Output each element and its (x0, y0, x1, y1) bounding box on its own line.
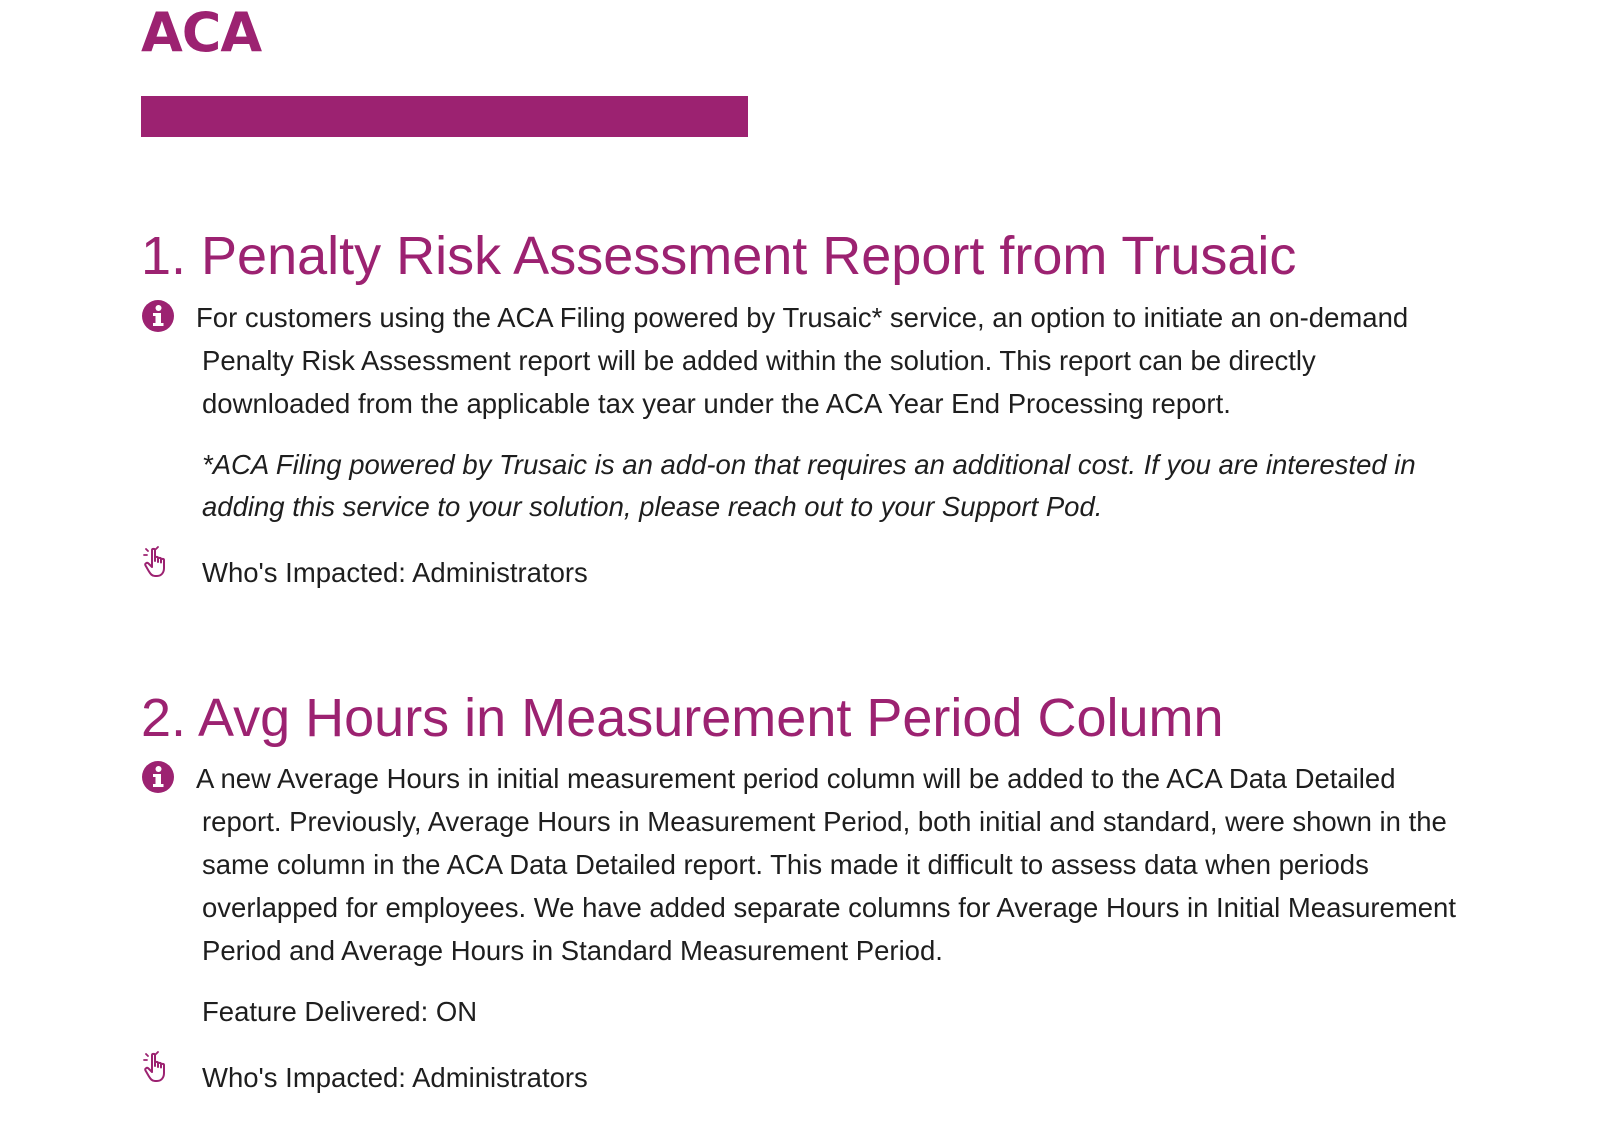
section-avg-hours (141, 686, 1461, 1099)
impacted-audience: Who's Impacted: Administrators (202, 557, 588, 588)
impact-row (141, 551, 1461, 594)
pointing-hand-icon (141, 546, 175, 580)
title-accent-bar (141, 96, 748, 137)
impact-row (141, 1056, 1461, 1099)
section-heading: 2. Avg Hours in Measurement Period Column (141, 688, 1224, 748)
add-on-note: *ACA Filing powered by Trusaic is an add-on that requires an additional cost. If you are interested in adding this service to your solution, please reach out to your Support Pod. (202, 449, 1416, 522)
description-row (141, 296, 1461, 425)
section-penalty-risk (141, 224, 1461, 594)
info-icon (141, 299, 175, 333)
impacted-audience: Who's Impacted: Administrators (202, 1062, 588, 1093)
section-description: For customers using the ACA Filing powered by Trusaic* service, an option to initiate an on-demand Penalty Risk Assessment report will be added within the solution. This report can be directly downloaded from the applicable tax year under the ACA Year End Processing report. (196, 302, 1409, 419)
info-icon (141, 760, 175, 794)
pointing-hand-icon (141, 1051, 175, 1085)
section-heading: 1. Penalty Risk Assessment Report from Trusaic (141, 226, 1297, 286)
description-row (141, 757, 1461, 972)
section-description: A new Average Hours in initial measurement period column will be added to the ACA Data Detailed report. Previously, Average Hours in Measurement Period, both initial and standard, were shown in the same column in the ACA Data Detailed report. This made it difficult to assess data when periods overlapped for employees. We have added separate columns for Average Hours in Initial Measurement Period and Average Hours in Standard Measurement Period. (196, 763, 1456, 966)
page-title: ACA (141, 1, 262, 64)
feature-status: Feature Delivered: ON (202, 996, 478, 1027)
